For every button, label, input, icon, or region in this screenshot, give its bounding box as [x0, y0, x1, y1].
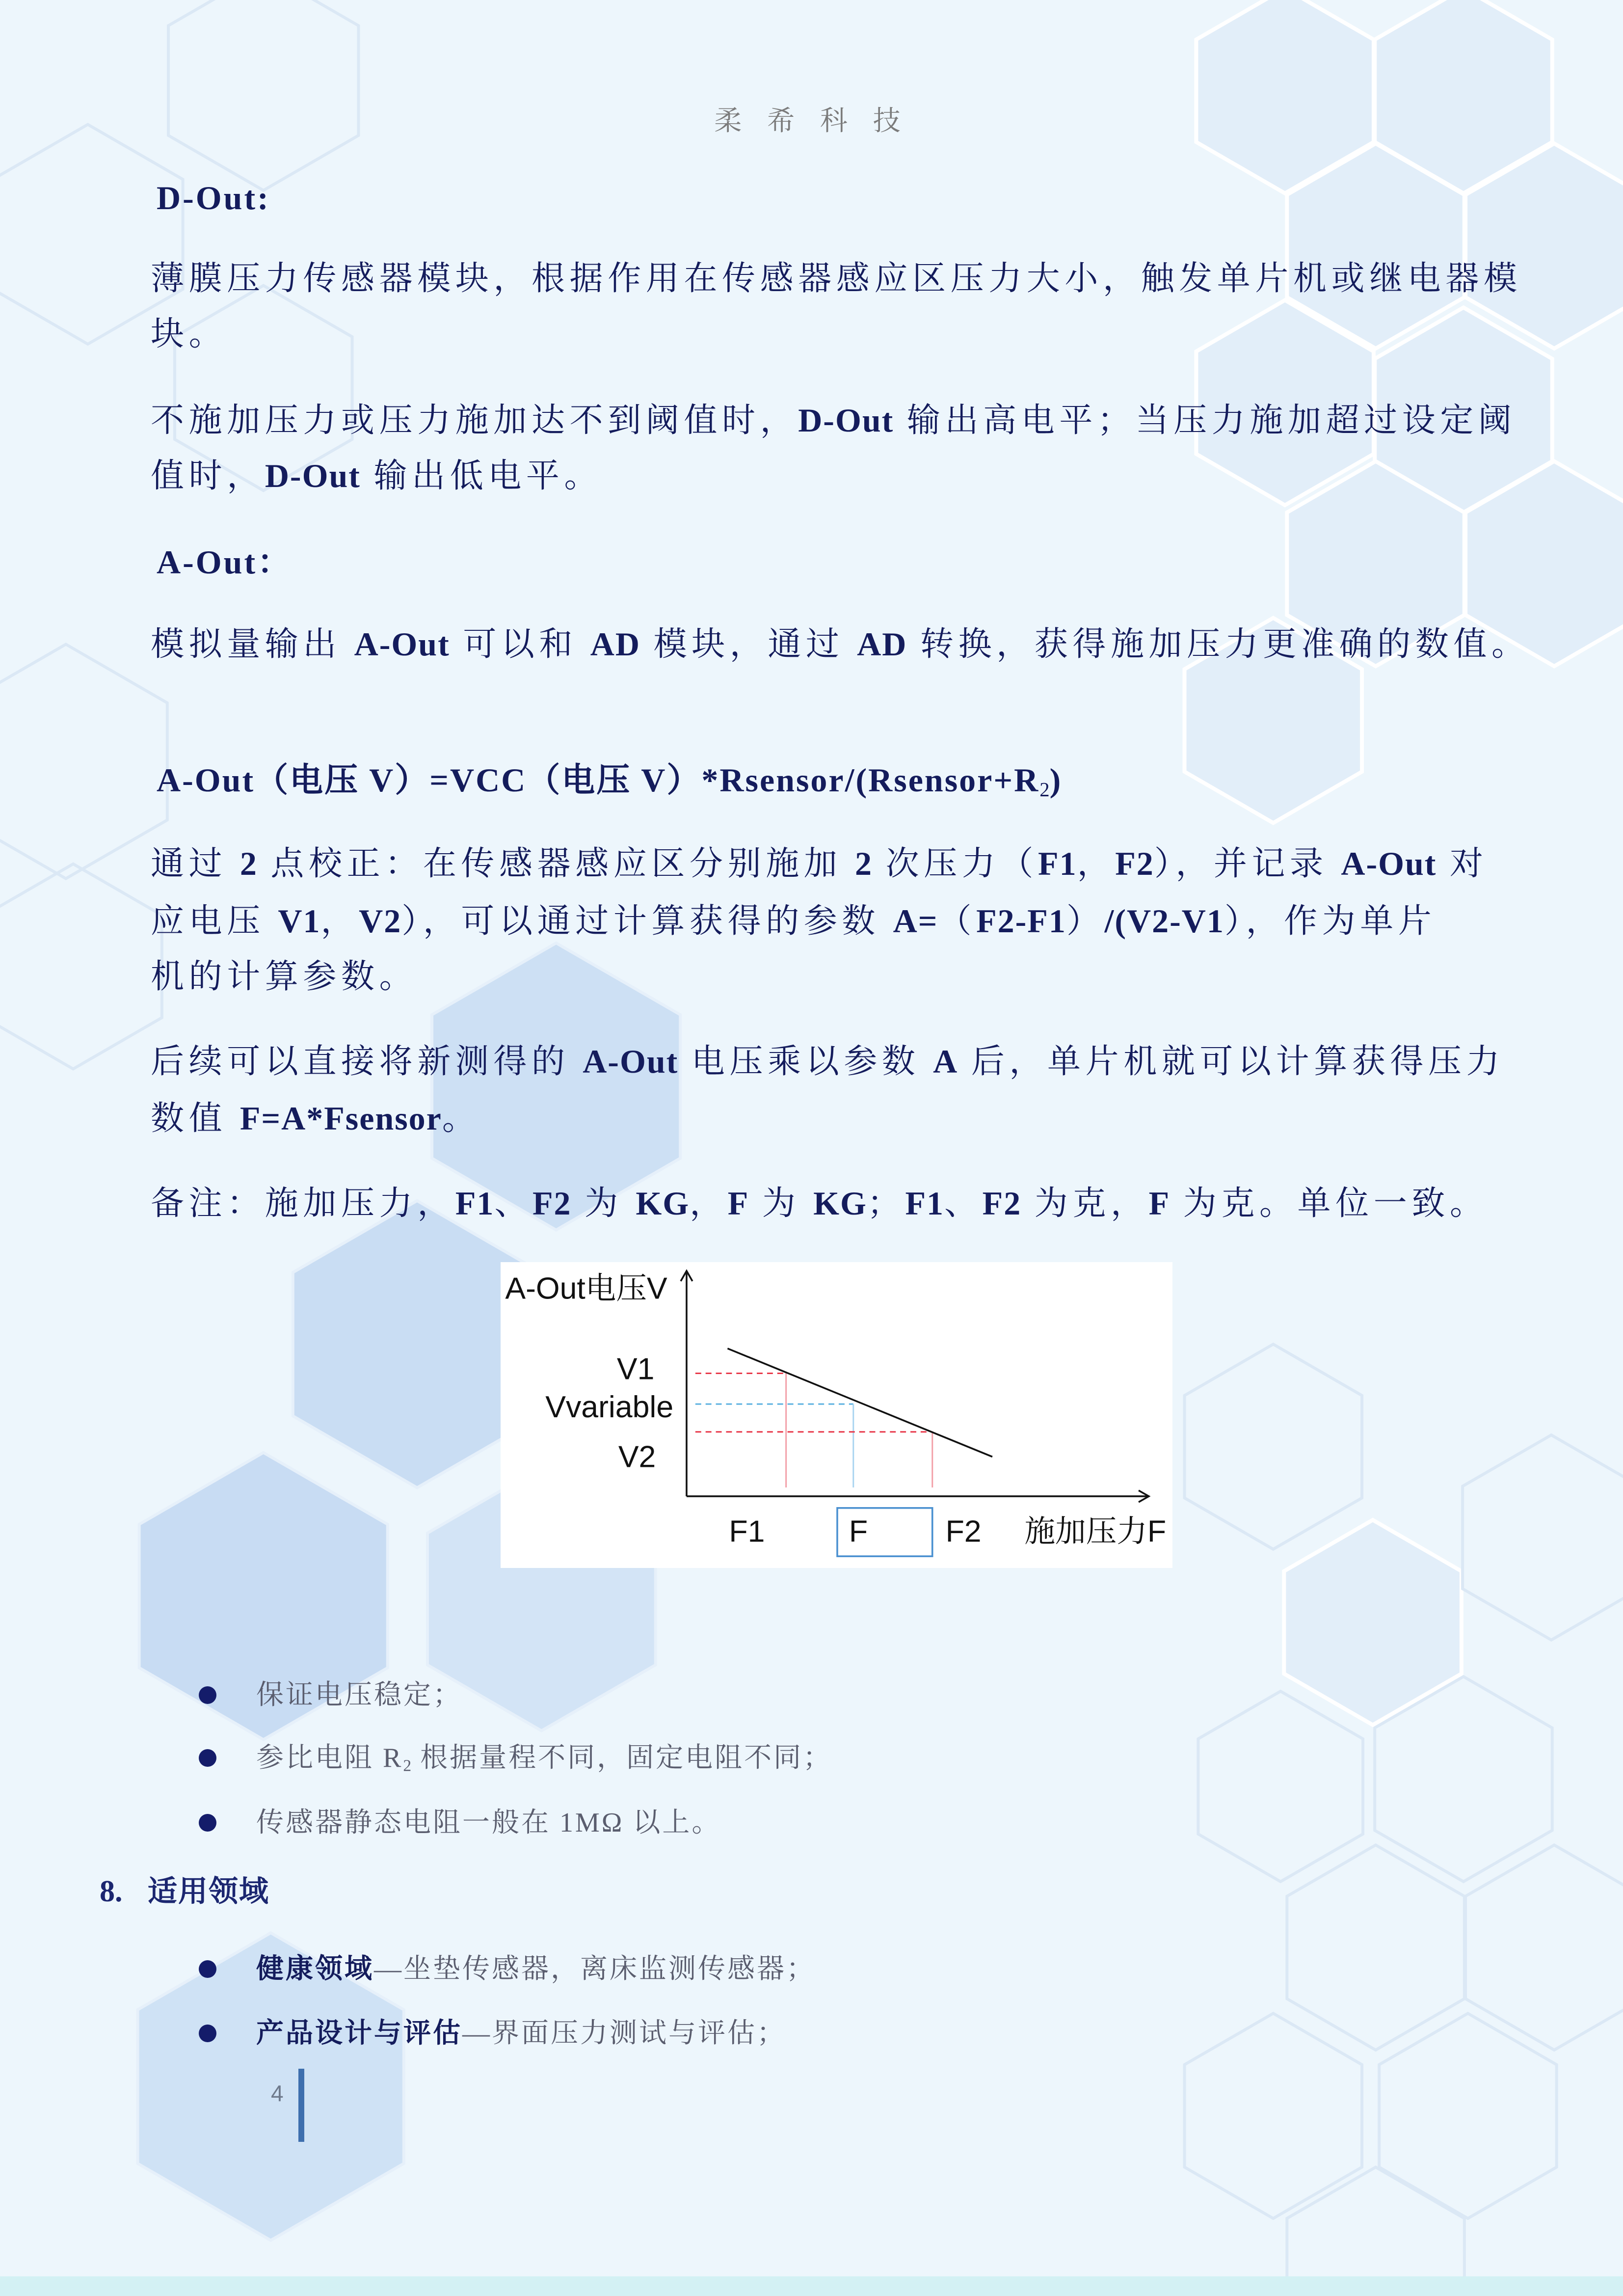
application-description: —坐垫传感器，离床监测传感器；: [374, 1954, 816, 1984]
bullet-dot: [199, 1814, 216, 1832]
hexagon-outline: [168, 0, 358, 190]
text-run: 后，单片机就可以计算获得压力: [958, 1043, 1505, 1080]
d-out-description-line-2: 块。: [151, 315, 227, 352]
units-note-line: [151, 1181, 1488, 1225]
text-run: 根据量程不同，固定电阻不同；: [411, 1743, 833, 1773]
bullet-dot: [199, 1749, 216, 1767]
text-run: F: [727, 1185, 749, 1222]
text-run: ），并记录: [1154, 845, 1341, 882]
follow-up-line-2: [151, 1096, 480, 1140]
text-run: 值时，: [151, 457, 265, 494]
f2-label: F2: [945, 1514, 982, 1549]
text-run: ）: [1066, 902, 1105, 940]
hexagon-outline: [1287, 1845, 1464, 2050]
voltage-force-diagram: [501, 1262, 1172, 1568]
text-run: F1: [1038, 845, 1077, 882]
text-run: ，: [1077, 845, 1116, 882]
a-out-description-line: [151, 622, 1530, 666]
text-run: 机的计算参数。: [151, 958, 418, 995]
a-out-formula: [157, 758, 1062, 802]
text-run: 应电压: [151, 902, 278, 940]
hexagon-outline: [1198, 1691, 1363, 1882]
d-out-threshold-line-1: [151, 398, 1517, 442]
text-run: ，: [320, 902, 359, 940]
text-run: 输出高电平；当压力施加超过设定阈: [894, 402, 1517, 439]
text-run: 对: [1437, 845, 1488, 882]
text-run: F2: [532, 1185, 572, 1222]
company-header: 柔 希 科 技: [714, 105, 909, 137]
text-run: AD: [857, 625, 907, 663]
text-run: ，: [690, 1185, 728, 1222]
text-run: 为: [571, 1185, 636, 1222]
text-run: 为克，: [1021, 1185, 1149, 1222]
a-out-heading: A-Out：: [157, 543, 293, 581]
note-item-static-resistance: [256, 1803, 721, 1842]
v2-label: V2: [618, 1439, 656, 1474]
text-run: F2-F1: [976, 902, 1066, 940]
d-out-description-line-1: 薄膜压力传感器模块，根据作用在传感器感应区压力大小，触发单片机或继电器模: [151, 260, 1522, 297]
text-run: D-Out: [265, 457, 361, 494]
text-run: D-Out: [798, 402, 894, 439]
text-run: AD: [590, 625, 640, 663]
text-run: A-Out（电压 V）=VCC（电压 V）*Rsensor/(Rsensor+R: [157, 761, 1040, 799]
text-run: 电压乘以参数: [678, 1043, 933, 1080]
note-item-reference-resistor: [256, 1738, 832, 1778]
d-out-heading: D-Out:: [157, 179, 270, 216]
application-name: 健康领域: [256, 1954, 374, 1984]
voltage-force-figure: [501, 1262, 1172, 1568]
text-run: 不施加压力或压力施加达不到阈值时，: [151, 402, 798, 439]
text-run: 模拟量输出: [151, 625, 354, 663]
text-run: KG: [813, 1185, 867, 1222]
text-run: ；: [867, 1185, 905, 1222]
text-run: 通过: [151, 845, 240, 882]
calibration-line-2: [151, 899, 1436, 943]
calibration-line-3: [151, 954, 417, 999]
follow-up-line-1: [151, 1039, 1504, 1083]
text-run: ），作为单片: [1224, 902, 1437, 940]
bottom-strip: [0, 2276, 1623, 2296]
text-run: F=A*Fsensor: [239, 1100, 442, 1137]
text-run: /(V2-V1: [1104, 902, 1224, 940]
note-item-stable-voltage: [256, 1675, 462, 1715]
hexagon-outline: [1185, 1344, 1362, 1549]
text-run: 点校正：在传感器感应区分别施加: [257, 845, 855, 882]
text-run: 传感器静态电阻一般在 1MΩ 以上。: [256, 1808, 721, 1838]
text-run: F1: [905, 1185, 945, 1222]
text-run: V1: [278, 902, 321, 940]
text-run: 2: [855, 845, 873, 882]
hexagon-outline: [1465, 1845, 1623, 2050]
page-number: 4: [271, 2080, 284, 2106]
text-run: 后续可以直接将新测得的: [151, 1043, 583, 1080]
response-line: [727, 1349, 992, 1457]
text-run: 。: [442, 1100, 480, 1137]
text-run: 备注：施加压力，: [151, 1185, 455, 1222]
vvariable-label: Vvariable: [545, 1389, 674, 1424]
section-title: 适用领域: [148, 1874, 269, 1909]
text-run: 输出低电平。: [360, 457, 603, 494]
bullet-dot: [199, 1686, 216, 1704]
calibration-line-1: [151, 841, 1488, 886]
y-axis-label: A-Out电压V: [505, 1271, 667, 1306]
text-run: A=: [893, 902, 938, 940]
hexagon-outline: [0, 644, 167, 878]
f1-label: F1: [729, 1514, 765, 1549]
hexagon-outline: [1185, 2013, 1362, 2218]
hexagon-outline: [0, 864, 162, 1069]
hexagon-outline: [0, 125, 183, 344]
application-description: —界面压力测试与评估；: [462, 2018, 786, 2049]
text-run: 参比电阻 R: [256, 1743, 403, 1773]
subscript: 2: [1039, 779, 1050, 801]
text-run: F2: [1115, 845, 1154, 882]
text-run: 为: [749, 1185, 814, 1222]
text-run: 次压力（: [873, 845, 1038, 882]
text-run: 数值: [151, 1100, 240, 1137]
text-run: ): [1049, 761, 1063, 799]
text-run: KG: [636, 1185, 690, 1222]
subscript: 2: [403, 1756, 412, 1775]
page-number-bar: [298, 2069, 304, 2142]
application-item-health: [256, 1949, 816, 1989]
text-run: A: [933, 1043, 958, 1080]
section-number: 8.: [100, 1875, 123, 1908]
text-run: A-Out: [1341, 845, 1437, 882]
bullet-dot: [199, 1960, 216, 1978]
text-run: A-Out: [583, 1043, 679, 1080]
text-run: F2: [982, 1185, 1022, 1222]
text-run: 保证电压稳定；: [256, 1680, 462, 1710]
text-run: 2: [239, 845, 258, 882]
bullet-dot: [199, 2025, 216, 2042]
text-run: ），可以通过计算获得的参数: [401, 902, 893, 940]
text-run: 可以和: [450, 625, 590, 663]
text-run: （: [938, 902, 977, 940]
text-run: A-Out: [354, 625, 450, 663]
application-name: 产品设计与评估: [256, 2018, 462, 2049]
text-run: 转换，获得施加压力更准确的数值。: [907, 625, 1530, 663]
text-run: 、: [494, 1185, 532, 1222]
x-axis-label: 施加压力F: [1024, 1514, 1167, 1549]
text-run: F: [1148, 1185, 1171, 1222]
text-run: F1: [455, 1185, 495, 1222]
v1-label: V1: [616, 1351, 655, 1386]
text-run: 为克。单位一致。: [1170, 1185, 1488, 1222]
text-run: 模块，通过: [640, 625, 857, 663]
text-run: V2: [359, 902, 402, 940]
hexagon-outline: [1463, 1435, 1623, 1640]
hexagon-outline: [1379, 2013, 1557, 2218]
application-item-product-design: [256, 2014, 786, 2053]
f-label: F: [849, 1514, 868, 1549]
d-out-threshold-line-2: [151, 454, 602, 498]
text-run: 、: [944, 1185, 983, 1222]
